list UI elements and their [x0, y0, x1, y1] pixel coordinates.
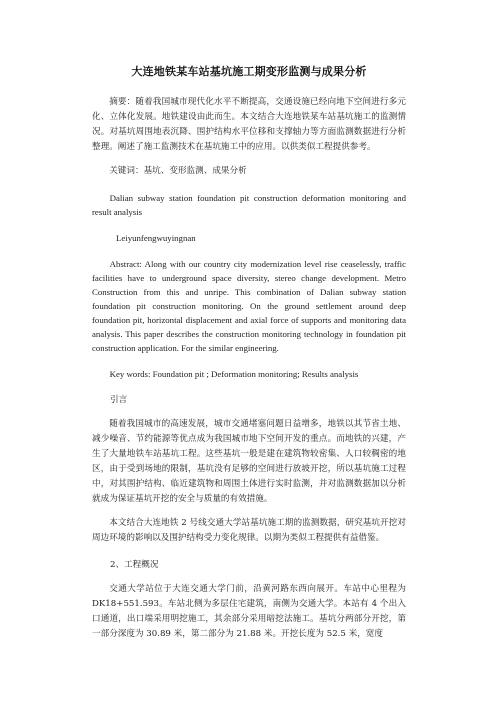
title-en: Dalian subway station foundation pit construction deformation monitoring and result analysis [92, 193, 406, 217]
author-en: Leiyunfengwuyingnan [116, 233, 196, 243]
intro-paragraph-1: 随着我国城市的高速发展，城市交通堵塞问题日益增多，地铁以其节省土地、减少噪音、节约能源等优点成为我国城市地下空间开发的重点。而地铁的兴建，产生了大量地铁车站基坑工程。这些基坑一般是建在建筑物较密集、人口较稠密的地区，由于受到场地的限制，基坑没有足够的空间进行放坡开挖，所以基坑施工过程中，对其围护结构、临近建筑物和周围土体进行实时监测，并对监测数据加以分析就成为保证基坑开挖的安全与质量的有效措施。 [92, 419, 406, 504]
paper-title: 大连地铁某车站基坑施工期变形监测与成果分析 [131, 65, 367, 78]
keywords-en: Key words: Foundation pit ; Deformation monitoring; Results analysis [109, 369, 359, 379]
section-heading-intro: 引言 [110, 395, 128, 405]
keywords-cn: 关键词：基坑、变形监测、成果分析 [109, 166, 247, 176]
abstract-cn: 摘要：随着我国城市现代化水平不断提高，交通设施已经向地下空间进行多元化、立体化发展。地铁建设由此而生。本文结合大连地铁某车站基坑施工的监测情况。对基坑周围地表沉降、围护结构水平位移和支撑轴力等方面监测数据进行分析整理。阐述了施工监测技术在基坑施工中的应用。以供类似工程提供参考。 [92, 97, 406, 152]
overview-paragraph-1: 交通大学站位于大连交通大学门前，沿黄河路东西向展开。车站中心里程为 DK18+551.593。车站北侧为多层住宅建筑，南侧为交通大学。本站有 4 个出入口通道，出口端采用明挖施工，其余部分采用暗挖法施工。基坑分两部分开挖，第一部分深度为 30.89 米，第二部分为 21.88 米。开挖长度为 52.5 米，宽度 [92, 584, 406, 639]
intro-paragraph-2: 本文结合大连地铁 2 号线交通大学站基坑施工期的监测数据，研究基坑开挖对周边环境的影响以及围护结构受力变化规律。以期为类似工程提供有益借鉴。 [92, 518, 406, 543]
abstract-en: Abstract: Along with our country city modernization level rise ceaselessly, traffic facilities have to underground space diversity, stereo change development. Metro Construction from this and unripe. This combination of Dalian subway station foundation pit construction monitoring. On the ground settlement around deep foundation pit, horizontal displacement and axial force of supports and monitoring data analysis. This paper describes the construction monitoring technology in foundation pit construction application. For the similar engineering. [92, 259, 406, 353]
section-heading-overview: 2、工程概况 [110, 560, 159, 570]
